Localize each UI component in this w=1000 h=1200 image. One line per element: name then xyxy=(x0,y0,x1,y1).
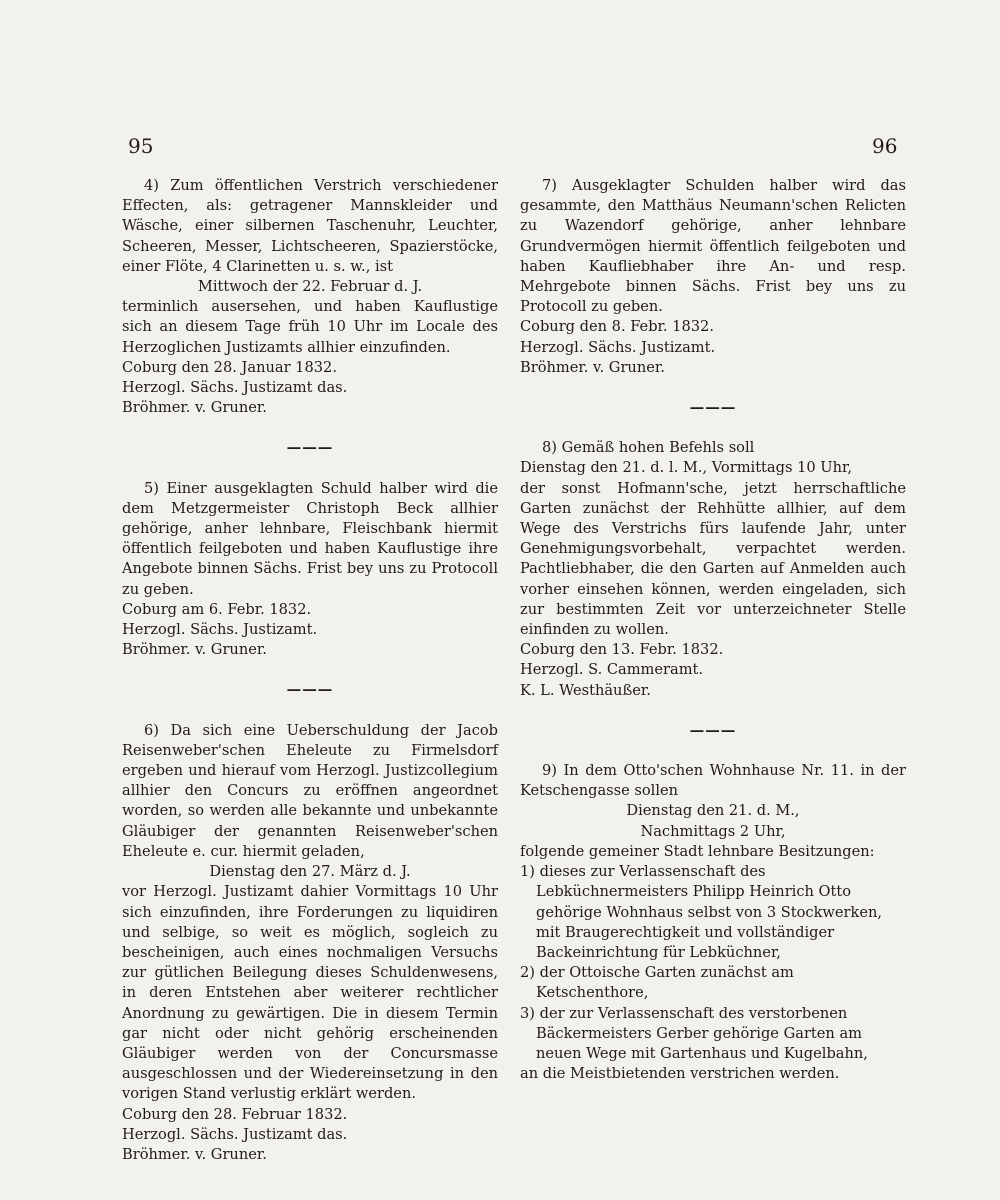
notice-date-line: Dienstag den 21. d. l. M., Vormittags 10 Uhr, xyxy=(520,459,853,477)
notice-7 xyxy=(520,176,906,378)
notice-body: 6) Da sich eine Ueberschuldung der Jacob Reisenweber'schen Eheleute zu Firmelsdorf ergeben und hierauf vom Herzogl. Justizcollegium allhier den Concurs zu eröffnen angeordnet worden, so werden alle bekannte und unbekannte Gläubiger der genannten Reisenweber'schen Eheleute e. cur. hiermit geladen, xyxy=(122,721,498,860)
notice-body: der sonst Hofmann'sche, jetzt herrschaftliche Garten zunächst der Rehhütte allhier, auf dem Wege des Verstrichs fürs laufende Jahr, unter Genehmigungsvorbehalt, verpachtet werden. Pachtliebhaber, die den Garten auf Anmelden auch vorher einsehen können, werden eingeladen, sich zur bestimmten Zeit vor unterzeichneter Stelle einfinden zu wollen. xyxy=(520,479,906,639)
page-number-right: 96 xyxy=(872,134,898,158)
notice-authority: Herzogl. Sächs. Justizamt. xyxy=(122,621,318,639)
notice-lead: folgende gemeiner Stadt lehnbare Besitzungen: xyxy=(520,842,875,860)
notice-place-date: Coburg am 6. Febr. 1832. xyxy=(122,600,312,618)
notice-authority: Herzogl. Sächs. Justizamt das. xyxy=(122,1125,348,1143)
notice-5 xyxy=(122,479,498,661)
notice-8 xyxy=(520,438,906,701)
notice-intro: 9) In dem Otto'schen Wohnhause Nr. 11. in der Ketschengasse sollen xyxy=(520,762,906,800)
list-item: 3) der zur Verlassenschaft des verstorbenen Bäckermeisters Gerber gehörige Garten am neuen Wege mit Gartenhaus und Kugelbahn, xyxy=(520,1004,868,1062)
separator-dash: ——— xyxy=(286,439,334,457)
notice-signature: Bröhmer. v. Gruner. xyxy=(122,399,267,417)
notice-9 xyxy=(520,761,906,1084)
notice-date-line: Mittwoch der 22. Februar d. J. xyxy=(197,278,423,296)
separator-dash: ——— xyxy=(286,681,334,699)
left-column xyxy=(122,176,498,1169)
list-item: 2) der Ottoische Garten zunächst am Ketschenthore, xyxy=(520,964,794,1002)
notice-6 xyxy=(122,721,498,1165)
notice-body-continued: terminlich ausersehen, und haben Kauflustige sich an diesem Tage früh 10 Uhr im Locale des Herzoglichen Justizamts allhier einzufinden. xyxy=(122,298,498,356)
notice-signature: Bröhmer. v. Gruner. xyxy=(122,1145,267,1163)
separator-dash: ——— xyxy=(689,399,737,417)
notice-authority: Herzogl. Sächs. Justizamt das. xyxy=(122,379,348,397)
notice-signature: K. L. Westhäußer. xyxy=(520,681,651,699)
list-item: 1) dieses zur Verlassenschaft des Lebküchnermeisters Philipp Heinrich Otto gehörige Wohnhaus selbst von 3 Stockwerken, mit Braugerechtigkeit und vollständiger Backeinrichtung für Lebküchner, xyxy=(520,863,883,961)
notice-place-date: Coburg den 28. Januar 1832. xyxy=(122,358,337,376)
notice-4 xyxy=(122,176,498,418)
notice-place-date: Coburg den 8. Febr. 1832. xyxy=(520,318,714,336)
notice-body: 7) Ausgeklagter Schulden halber wird das gesammte, den Matthäus Neumann'schen Relicten zu Wazendorf gehörige, anher lehnbare Grundvermögen hiermit öffentlich feilgeboten und haben Kaufliebhaber ihre An- und resp. Mehrgebote binnen Sächs. Frist bey uns zu Protocoll zu geben. xyxy=(520,177,906,316)
notice-authority: Herzogl. Sächs. Justizamt. xyxy=(520,338,716,356)
notice-signature: Bröhmer. v. Gruner. xyxy=(122,641,267,659)
notice-time-line: Nachmittags 2 Uhr, xyxy=(640,822,786,840)
notice-place-date: Coburg den 13. Febr. 1832. xyxy=(520,641,724,659)
notice-place-date: Coburg den 28. Februar 1832. xyxy=(122,1105,348,1123)
notice-body-continued: vor Herzogl. Justizamt dahier Vormittags 10 Uhr sich einzufinden, ihre Forderungen zu liquidiren und selbige, so weit es möglich, sogleich zu bescheinigen, auch eines nochmaligen Versuchs zur gütlichen Beilegung dieses Schuldenwesens, in deren Entstehen aber weiterer rechtlicher Anordnung zu gewärtigen. Die in diesem Termin gar nicht oder nicht gehörig erscheinenden Gläubiger werden von der Concursmasse ausgeschlossen und der Wiedereinsetzung in den vorigen Stand verlustig erklärt werden. xyxy=(122,883,498,1103)
property-list xyxy=(520,862,906,1064)
notice-closing: an die Meistbietenden verstrichen werden. xyxy=(520,1065,840,1083)
notice-date-line: Dienstag den 21. d. M., xyxy=(626,802,800,820)
notice-body: 5) Einer ausgeklagten Schuld halber wird die dem Metzgermeister Christoph Beck allhier gehörige, anher lehnbare, Fleischbank hiermit öffentlich feilgeboten und haben Kauflustige ihre Angebote binnen Sächs. Frist bey uns zu Protocoll zu geben. xyxy=(122,479,498,598)
notice-authority: Herzogl. S. Cammeramt. xyxy=(520,661,704,679)
page-number-left: 95 xyxy=(128,134,154,158)
notice-signature: Bröhmer. v. Gruner. xyxy=(520,358,665,376)
right-column xyxy=(520,176,906,1088)
separator-dash: ——— xyxy=(689,721,737,739)
notice-body: 4) Zum öffentlichen Verstrich verschiedener Effecten, als: getragener Mannskleider und Wäsche, einer silbernen Taschenuhr, Leuchter, Scheeren, Messer, Lichtscheeren, Spazierstöcke, einer Flöte, 4 Clarinetten u. s. w., ist xyxy=(122,177,498,275)
notice-date-line: Dienstag den 27. März d. J. xyxy=(209,863,411,881)
notice-intro: 8) Gemäß hohen Befehls soll xyxy=(542,439,755,457)
